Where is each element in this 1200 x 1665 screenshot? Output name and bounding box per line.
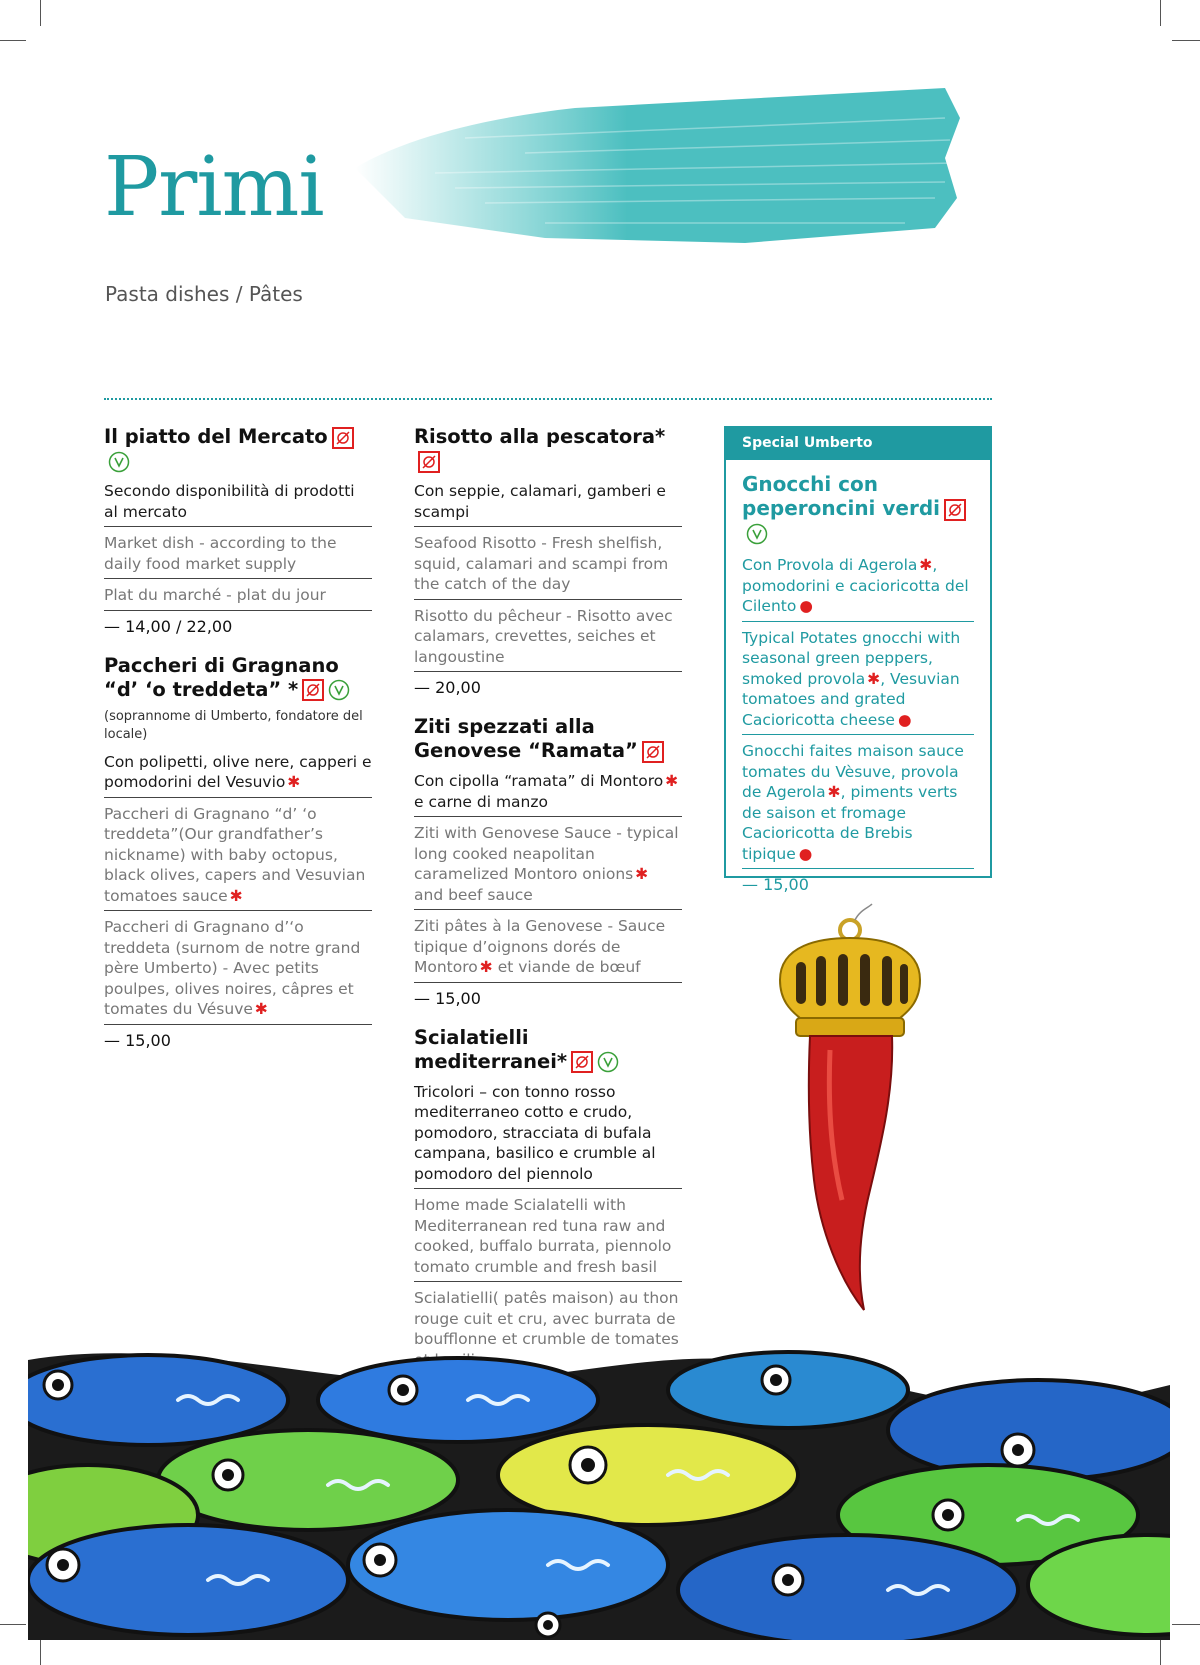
vegetarian-icon (746, 523, 768, 545)
brush-stroke-decoration (345, 78, 995, 248)
dish-name: Il piatto del Mercato (104, 425, 372, 473)
asterisk-icon: ✱ (479, 958, 493, 976)
crop-mark (1172, 1624, 1200, 1625)
crop-mark (1160, 0, 1161, 26)
crop-mark (40, 0, 41, 26)
dish-price: — 20,00 (414, 678, 481, 697)
dish-description-italian: Con seppie, calamari, gamberi e scampi (414, 479, 682, 527)
dish-price: — 15,00 (104, 1030, 171, 1050)
no-gluten-icon (302, 679, 324, 701)
special-dish (726, 460, 990, 906)
asterisk-icon: ✱ (665, 772, 679, 790)
dish-name: Gnocchi con peperoncini verdi (742, 472, 974, 545)
asterisk-icon: ✱ (229, 886, 243, 905)
dish-price: — 15,00 (742, 875, 809, 894)
dish-price: — 15,00 (414, 988, 481, 1008)
dish-description-italian: Secondo disponibilità di prodotti al mercato (104, 479, 372, 527)
crop-mark (0, 40, 26, 41)
dish-name: Ziti spezzati alla Genovese “Ramata” (414, 715, 682, 763)
dish-name: Scialatielli mediterranei* (414, 1026, 682, 1074)
dish-description-french: Paccheri di Gragnano d’‘o treddeta (surnom de notre grand père Umberto) - Avec petits poulpes, olives noires, câpres et tomates du Vésuve ✱ (104, 915, 372, 1025)
special-label: Special Umberto (726, 428, 990, 460)
special-box (724, 426, 992, 894)
snail-dop-icon: ● (799, 597, 813, 615)
dish-description-french: Gnocchi faites maison sauce tomates du Vèsuve, provola de Agerola ✱, piments verts de saison et fromage Cacioricotta de Brebis tipique ● (742, 739, 974, 869)
snail-dop-icon: ● (798, 844, 813, 863)
dish-description-english: Market dish - according to the daily food market supply (104, 531, 372, 579)
dish-description-french: Plat du marché - plat du jour (104, 583, 372, 611)
vegetarian-icon (108, 451, 130, 473)
dish-description-italian: Con cipolla “ramata” di Montoro ✱ e carne di manzo (414, 769, 682, 817)
dish-description-italian: Con Provola di Agerola ✱, pomodorini e cacioricotta del Cilento ● (742, 553, 974, 622)
menu-column-1 (104, 425, 372, 1068)
crop-mark (0, 1624, 26, 1625)
dish-item (104, 425, 372, 636)
dish-description-english: Home made Scialatelli with Mediterranean red tuna raw and cooked, buffalo burrata, piennolo tomato crumble and fresh basil (414, 1193, 682, 1282)
vegetarian-icon (328, 679, 350, 701)
asterisk-icon: ✱ (635, 865, 649, 883)
dish-name: Risotto alla pescatora* (414, 425, 682, 473)
crop-mark (40, 1640, 41, 1665)
no-gluten-icon (944, 499, 966, 521)
dish-description-french: Scialatielli( patês maison) au thon rouge cuit et cru, avec burrata de boufflonne et crumble de tomates (414, 1286, 682, 1375)
dish-description-english: Paccheri di Gragnano “d’ ‘o treddeta”(Our grandfather’s nickname) with baby octopus, black olives, capers and Vesuvian tomatoes sauce ✱ (104, 802, 372, 912)
dish-description-french: Risotto du pêcheur - Risotto avec calamars, crevettes, seiches et langoustine (414, 604, 682, 673)
dotted-divider (104, 398, 992, 400)
dish-item (414, 425, 682, 697)
crop-mark (1172, 40, 1200, 41)
vegetarian-icon (597, 1051, 619, 1073)
asterisk-icon: ✱ (827, 783, 841, 801)
page-subtitle: Pasta dishes / Pâtes (105, 282, 303, 306)
no-gluten-icon (571, 1051, 593, 1073)
no-gluten-icon (332, 427, 354, 449)
crop-mark (1160, 1640, 1161, 1665)
asterisk-icon: ✱ (919, 556, 933, 574)
menu-column-2 (414, 425, 682, 1418)
asterisk-icon: ✱ (867, 669, 881, 688)
dish-name: Paccheri di Gragnano “d’ ‘o treddeta” * (104, 654, 372, 702)
cornetto-charm-illustration (760, 900, 940, 1325)
dish-description-english: Typical Potates gnocchi with seasonal green peppers, smoked provola ✱, Vesuvian tomatoes and grated Cacioricotta cheese ● (742, 626, 974, 736)
dish-description-english: Ziti with Genovese Sauce - typical long cooked neapolitan caramelized Montoro onions ✱ and beef sauce (414, 821, 682, 910)
fish-pattern-illustration (28, 1340, 1170, 1640)
dish-note: (soprannome di Umberto, fondatore del locale) (104, 708, 363, 742)
dish-description-french: Ziti pâtes à la Genovese - Sauce tipique d’oignons dorés de Montoro ✱ et viande de bœuf (414, 914, 682, 983)
dish-description-italian: Con polipetti, olive nere, capperi e pomodorini del Vesuvio ✱ (104, 750, 372, 798)
dish-item (414, 715, 682, 1008)
no-gluten-icon (418, 451, 440, 473)
asterisk-icon: ✱ (254, 1000, 268, 1018)
asterisk-icon: ✱ (287, 773, 301, 791)
dish-item (104, 654, 372, 1050)
no-gluten-icon (642, 741, 664, 763)
page-title: Primi (104, 140, 324, 235)
dish-price: — 14,00 / 22,00 (104, 616, 233, 636)
dish-description-english: Seafood Risotto - Fresh shelfish, squid, calamari and scampi from the catch of the day (414, 531, 682, 600)
dish-description-italian: Tricolori – con tonno rosso mediterraneo cotto e crudo, pomodoro, stracciata di bufala campana, basilico e crumble al pomodoro del piennolo (414, 1080, 682, 1190)
snail-dop-icon: ● (897, 710, 912, 729)
